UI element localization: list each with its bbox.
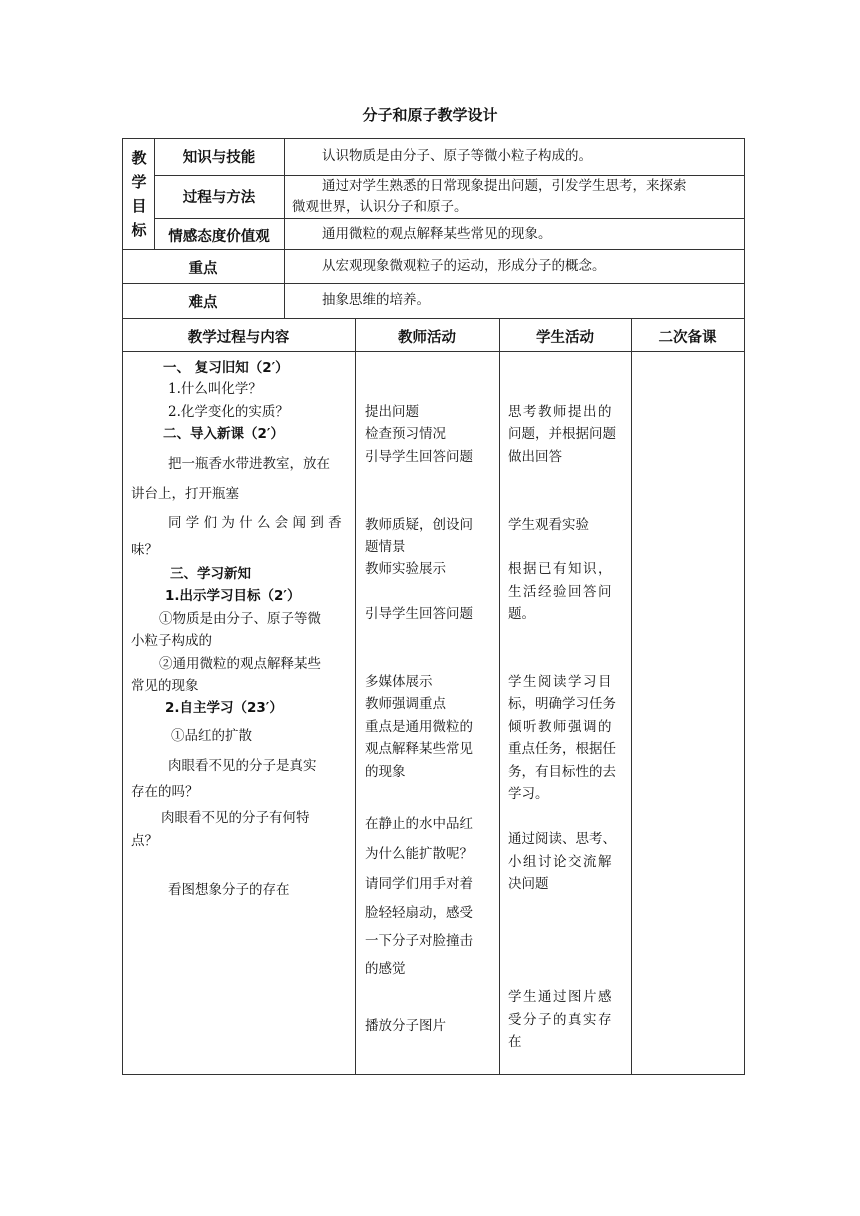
- process-line: 看图想象分子的存在: [168, 882, 290, 898]
- student-line: 学生阅读学习目: [508, 674, 613, 690]
- teacher-line: 的感觉: [365, 961, 406, 977]
- section-heading: 三、学习新知: [170, 566, 251, 582]
- teacher-line: 的现象: [365, 764, 406, 780]
- column-divider: [355, 318, 356, 1075]
- key-point-text: 从宏观现象微观粒子的运动，形成分子的概念。: [322, 258, 606, 274]
- objective-text-knowledge: 认识物质是由分子、原子等微小粒子构成的。: [322, 148, 592, 164]
- process-line: ①品红的扩散: [171, 728, 252, 744]
- teacher-line: 观点解释某些常见: [365, 741, 473, 757]
- student-line: 根据已有知识，: [508, 561, 613, 577]
- column-divider: [499, 318, 500, 1075]
- column-header-second-prep: 二次备课: [658, 330, 717, 346]
- objective-name-knowledge: 知识与技能: [182, 150, 256, 166]
- student-line: 学习。: [508, 786, 549, 802]
- student-line: 做出回答: [508, 449, 562, 465]
- row-divider: [154, 218, 745, 219]
- teacher-line: 播放分子图片: [365, 1018, 446, 1034]
- objective-text-process: 微观世界，认识分子和原子。: [292, 199, 468, 215]
- process-line: 小粒子构成的: [131, 633, 212, 649]
- teacher-line: 脸轻轻扇动，感受: [365, 905, 473, 921]
- teacher-line: 教师质疑，创设问: [365, 517, 473, 533]
- process-line: 味？: [131, 542, 158, 558]
- subsection-heading: 1.出示学习目标（2′）: [165, 588, 301, 604]
- teacher-line: 一下分子对脸撞击: [365, 933, 473, 949]
- section-heading: 一、 复习旧知（2′）: [163, 360, 289, 376]
- student-line: 小组讨论交流解: [508, 854, 613, 870]
- student-line: 题。: [508, 606, 535, 622]
- key-point-label: 重点: [188, 261, 218, 277]
- teacher-line: 教师实验展示: [365, 561, 446, 577]
- process-line: 常见的现象: [131, 678, 199, 694]
- process-line: 肉眼看不见的分子有何特: [161, 810, 310, 826]
- objectives-label-char: 目: [131, 197, 147, 215]
- process-line: 2.化学变化的实质？: [168, 404, 289, 420]
- column-divider: [631, 318, 632, 1075]
- process-line: 讲台上，打开瓶塞: [131, 486, 239, 502]
- objective-name-process: 过程与方法: [182, 190, 256, 206]
- section-heading: 二、导入新课（2′）: [163, 426, 284, 442]
- difficulty-label: 难点: [188, 295, 218, 311]
- column-divider: [284, 138, 285, 319]
- student-line: 在: [508, 1034, 522, 1050]
- table-border-bottom: [122, 1074, 745, 1075]
- teacher-line: 引导学生回答问题: [365, 449, 473, 465]
- subsection-heading: 2.自主学习（23′）: [165, 700, 283, 716]
- row-divider: [122, 249, 745, 250]
- row-divider: [122, 351, 745, 352]
- teacher-line: 提出问题: [365, 404, 419, 420]
- process-line: 把一瓶香水带进教室，放在: [168, 456, 330, 472]
- student-line: 通过阅读、思考、: [508, 831, 616, 847]
- process-line: ①物质是由分子、原子等微: [159, 611, 321, 627]
- column-header-teacher: 教师活动: [398, 330, 456, 346]
- student-line: 学生观看实验: [508, 517, 589, 533]
- document-title: 分子和原子教学设计: [362, 106, 498, 124]
- teacher-line: 题情景: [365, 539, 406, 555]
- objective-name-attitude: 情感态度价值观: [168, 229, 270, 245]
- process-line: 肉眼看不见的分子是真实: [168, 758, 317, 774]
- teacher-line: 引导学生回答问题: [365, 606, 473, 622]
- teacher-line: 检查预习情况: [365, 426, 446, 442]
- objective-text-attitude: 通用微粒的观点解释某些常见的现象。: [322, 226, 552, 242]
- process-line: 存在的吗？: [131, 784, 199, 800]
- process-line: 1.什么叫化学？: [168, 381, 262, 397]
- teacher-line: 在静止的水中品红: [365, 816, 473, 832]
- teacher-line: 教师强调重点: [365, 696, 446, 712]
- table-border-top: [122, 138, 745, 139]
- difficulty-text: 抽象思维的培养。: [322, 292, 430, 308]
- student-line: 问题，并根据问题: [508, 426, 616, 442]
- teacher-line: 为什么能扩散呢？: [365, 846, 473, 862]
- student-line: 决问题: [508, 876, 549, 892]
- objectives-label-char: 教: [131, 149, 147, 167]
- column-header-process: 教学过程与内容: [187, 330, 290, 346]
- student-line: 生活经验回答问: [508, 584, 613, 600]
- student-line: 务，有目标性的去: [508, 764, 616, 780]
- student-line: 标，明确学习任务: [508, 696, 616, 712]
- table-border-left: [122, 138, 123, 1075]
- teacher-line: 重点是通用微粒的: [365, 719, 473, 735]
- objectives-label-char: 学: [131, 173, 147, 191]
- process-line: ②通用微粒的观点解释某些: [159, 656, 321, 672]
- process-line: 点？: [131, 833, 158, 849]
- student-line: 倾听教师强调的: [508, 719, 613, 735]
- objective-text-process: 通过对学生熟悉的日常现象提出问题，引发学生思考，来探索: [322, 178, 687, 194]
- teacher-line: 多媒体展示: [365, 674, 433, 690]
- student-line: 重点任务，根据任: [508, 741, 616, 757]
- row-divider: [122, 318, 745, 319]
- student-line: 受分子的真实存: [508, 1012, 613, 1028]
- row-divider: [122, 283, 745, 284]
- table-border-right: [744, 138, 745, 1075]
- column-header-student: 学生活动: [536, 330, 594, 346]
- process-line: 同 学 们 为 什 么 会 闻 到 香: [168, 515, 342, 531]
- teacher-line: 请同学们用手对着: [365, 876, 473, 892]
- student-line: 思考教师提出的: [508, 404, 613, 420]
- student-line: 学生通过图片感: [508, 989, 613, 1005]
- objectives-label-char: 标: [131, 221, 147, 239]
